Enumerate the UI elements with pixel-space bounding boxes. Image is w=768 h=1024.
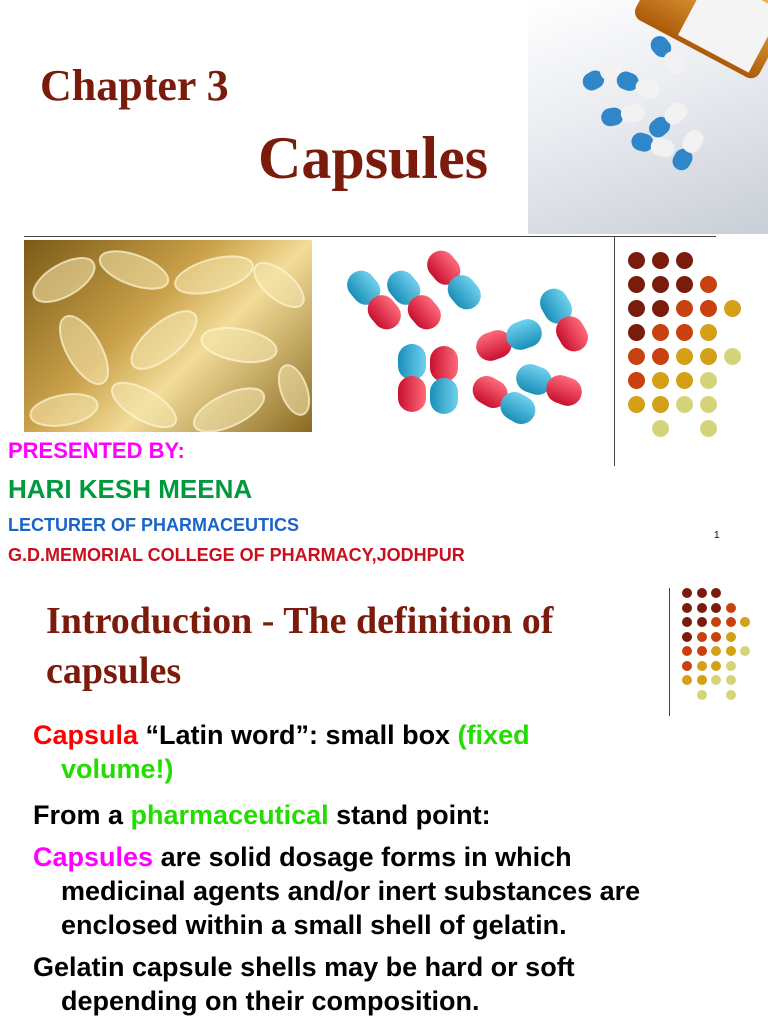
decoration-dot: [726, 661, 736, 671]
decoration-dot: [682, 646, 692, 656]
decoration-dot: [697, 675, 707, 685]
decoration-dot: [676, 252, 693, 269]
pill-bottle-icon: [528, 0, 768, 234]
decoration-dot: [697, 632, 707, 642]
decoration-dot: [676, 324, 693, 341]
decoration-dot: [697, 646, 707, 656]
presenter-role: LECTURER OF PHARMACEUTICS: [8, 515, 299, 535]
bullet-list: [33, 718, 733, 1018]
decoration-dot: [682, 588, 692, 598]
decoration-dot: [697, 588, 707, 598]
section-heading-line-1: Introduction - The definition of: [46, 600, 554, 642]
decoration-dot: [726, 646, 736, 656]
decoration-dot: [740, 617, 750, 627]
page-number: 1: [714, 530, 720, 541]
decoration-dot: [652, 252, 669, 269]
decoration-dot: [740, 646, 750, 656]
presenter-name: HARI KESH MEENA: [8, 474, 253, 504]
bullet-text: medicinal agents and/or inert substances are: [61, 876, 641, 906]
decoration-dot: [726, 632, 736, 642]
decoration-dot: [697, 617, 707, 627]
section-heading-line-2: capsules: [46, 650, 182, 692]
decoration-dot: [628, 396, 645, 413]
slide-2: [0, 582, 768, 1024]
section-heading: [46, 596, 553, 696]
decoration-dot: [682, 675, 692, 685]
decoration-dot: [682, 661, 692, 671]
decoration-dot: [726, 617, 736, 627]
decoration-dot: [700, 372, 717, 389]
decoration-dot: [711, 675, 721, 685]
decoration-dot: [628, 348, 645, 365]
decoration-dot: [628, 276, 645, 293]
decoration-dot: [711, 588, 721, 598]
decoration-dot: [700, 300, 717, 317]
term-capsula: Capsula: [33, 720, 139, 750]
slide-title: Capsules: [258, 125, 489, 191]
bullet-item: [33, 718, 733, 786]
decoration-dot: [711, 603, 721, 613]
decoration-dot: [676, 348, 693, 365]
decoration-dot: [700, 396, 717, 413]
decoration-dot: [724, 348, 741, 365]
decoration-dot: [652, 300, 669, 317]
decoration-dot: [628, 324, 645, 341]
bullet-text: From a: [33, 800, 131, 830]
decoration-dot: [700, 276, 717, 293]
decoration-dot: [628, 372, 645, 389]
decoration-dot: [676, 300, 693, 317]
bullet-text: Gelatin capsule shells may be hard or soft: [33, 952, 575, 982]
bullet-item: [33, 798, 733, 832]
dot-grid-decoration: [682, 588, 762, 706]
decoration-dot: [652, 348, 669, 365]
presenter-college: G.D.MEMORIAL COLLEGE OF PHARMACY,JODHPUR: [8, 545, 465, 565]
bullet-text: stand point:: [328, 800, 491, 830]
decoration-dot: [676, 372, 693, 389]
decoration-dot: [726, 690, 736, 700]
decoration-dot: [711, 617, 721, 627]
bullet-text: enclosed within a small shell of gelatin.: [61, 910, 567, 940]
term-capsules: Capsules: [33, 842, 154, 872]
decoration-dot: [700, 348, 717, 365]
decoration-dot: [711, 646, 721, 656]
dot-grid-decoration: [628, 252, 748, 432]
chapter-label: Chapter 3: [40, 61, 229, 110]
decoration-dot: [726, 603, 736, 613]
decoration-dot: [726, 675, 736, 685]
term-pharmaceutical: pharmaceutical: [130, 800, 329, 830]
decoration-dot: [682, 603, 692, 613]
bullet-item: [33, 840, 733, 942]
decoration-dot: [711, 661, 721, 671]
bullet-highlight: volume!): [61, 754, 174, 784]
softgel-capsules-image: [24, 240, 312, 432]
decoration-dot: [652, 420, 669, 437]
decoration-dot: [697, 661, 707, 671]
decoration-dot: [652, 324, 669, 341]
decoration-dot: [676, 396, 693, 413]
bullet-item: [33, 950, 733, 1018]
decoration-dot: [652, 396, 669, 413]
bullet-text: depending on their composition.: [61, 986, 480, 1016]
bullet-highlight: (fixed: [457, 720, 530, 750]
divider-vertical: [669, 588, 670, 716]
divider-line: [24, 236, 716, 237]
decoration-dot: [697, 603, 707, 613]
decoration-dot: [711, 632, 721, 642]
hard-capsules-image: [334, 240, 614, 432]
presented-by-label: PRESENTED BY:: [8, 438, 185, 463]
decoration-dot: [652, 276, 669, 293]
decoration-dot: [676, 276, 693, 293]
divider-vertical: [614, 236, 615, 466]
decoration-dot: [700, 324, 717, 341]
bullet-text: “Latin word”: small box: [138, 720, 458, 750]
bullet-text: are solid dosage forms in which: [153, 842, 572, 872]
decoration-dot: [652, 372, 669, 389]
decoration-dot: [682, 617, 692, 627]
decoration-dot: [700, 420, 717, 437]
decoration-dot: [697, 690, 707, 700]
decoration-dot: [628, 252, 645, 269]
decoration-dot: [724, 300, 741, 317]
decoration-dot: [628, 300, 645, 317]
decoration-dot: [682, 632, 692, 642]
